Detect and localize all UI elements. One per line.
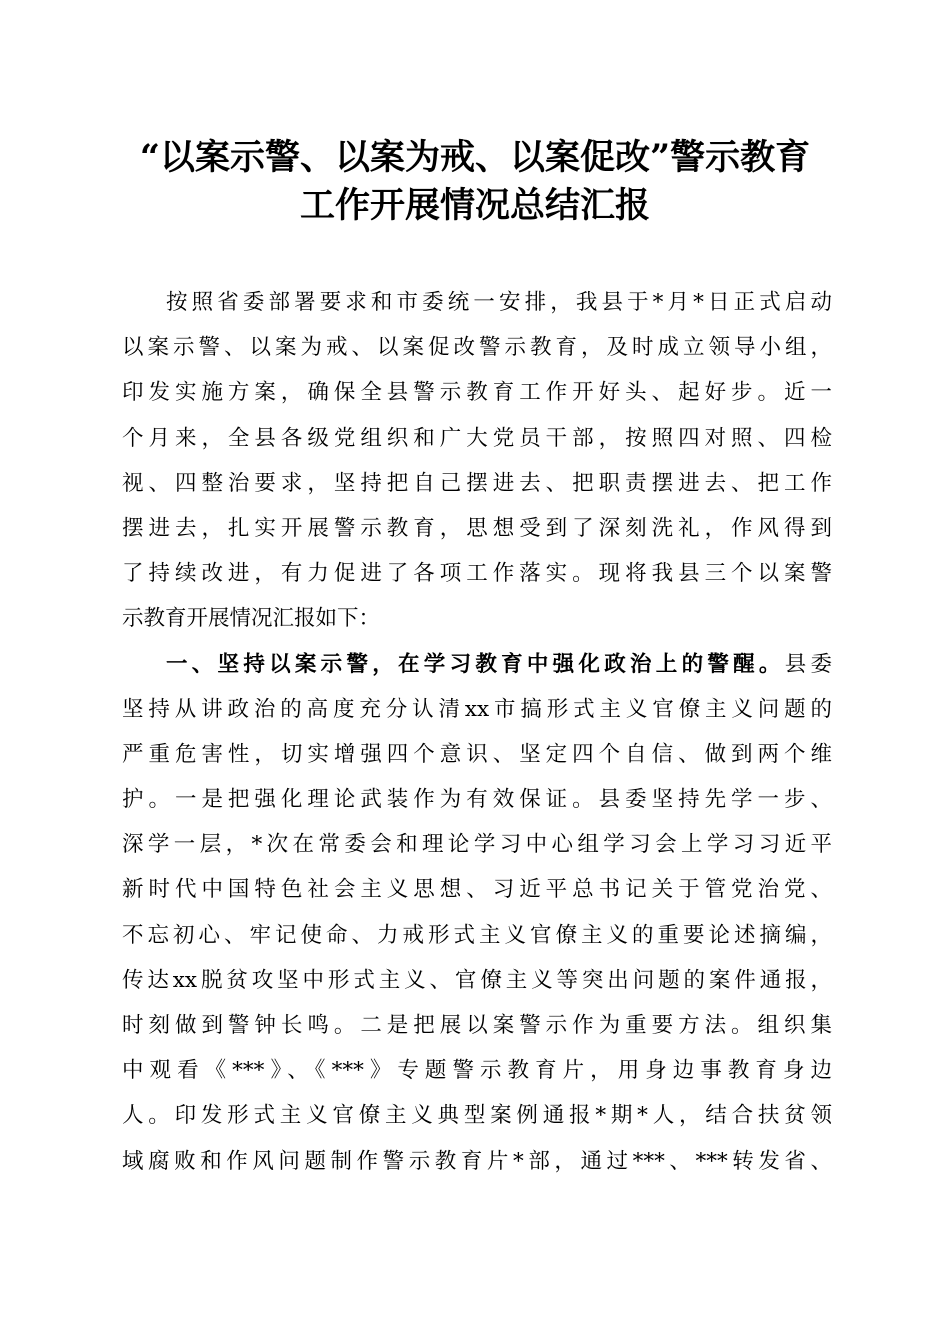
section-1-first-line-tail: 县委 [784, 651, 832, 677]
section-1-line: 护。一是把强化理论武装作为有效保证。县委坚持先学一步、 [122, 787, 832, 813]
section-1-line: 坚持从讲政治的高度充分认清xx市搞形式主义官僚主义问题的 [122, 696, 832, 722]
paragraph-1-line: 摆进去，扎实开展警示教育，思想受到了深刻洗礼，作风得到 [122, 515, 832, 541]
section-1-line: 严重危害性，切实增强四个意识、坚定四个自信、做到两个维 [122, 741, 832, 767]
document-title-line-1: “以案示警、以案为戒、以案促改”警示教育 [139, 137, 811, 178]
section-1-first-line [122, 642, 832, 687]
section-1-line: 中观看《***》、《***》专题警示教育片，用身边事教育身边 [122, 1058, 832, 1084]
paragraph-1-line: 示教育开展情况汇报如下： [122, 606, 381, 632]
section-1-line: 深学一层，*次在常委会和理论学习中心组学习会上学习习近平 [122, 832, 832, 858]
section-1-line: 不忘初心、牢记使命、力戒形式主义官僚主义的重要论述摘编， [122, 922, 832, 948]
document-body [122, 280, 832, 1184]
paragraph-1-line: 印发实施方案，确保全县警示教育工作开好头、起好步。近一 [122, 380, 832, 406]
paragraph-1-line: 按照省委部署要求和市委统一安排，我县于*月*日正式启动 [166, 290, 832, 315]
paragraph-1-line: 视、四整治要求，坚持把自己摆进去、把职责摆进去、把工作 [122, 470, 832, 496]
section-1-line: 新时代中国特色社会主义思想、习近平总书记关于管党治党、 [122, 877, 832, 903]
section-1-line: 人。印发形式主义官僚主义典型案例通报*期*人，结合扶贫领 [122, 1103, 832, 1129]
section-1-heading: 一、坚持以案示警，在学习教育中强化政治上的警醒。 [166, 651, 785, 677]
section-1-line: 域腐败和作风问题制作警示教育片*部，通过***、***转发省、 [122, 1148, 832, 1174]
paragraph-1-line: 了持续改进，有力促进了各项工作落实。现将我县三个以案警 [122, 561, 832, 587]
paragraph-1-line: 个月来，全县各级党组织和广大党员干部，按照四对照、四检 [122, 425, 832, 451]
section-1-line: 传达xx脱贫攻坚中形式主义、官僚主义等突出问题的案件通报， [122, 967, 832, 993]
paragraph-1-line: 以案示警、以案为戒、以案促改警示教育，及时成立领导小组， [122, 335, 832, 361]
document-title-line-2: 工作开展情况总结汇报 [299, 185, 650, 226]
section-1-line: 时刻做到警钟长鸣。二是把展以案警示作为重要方法。组织集 [122, 1013, 832, 1038]
